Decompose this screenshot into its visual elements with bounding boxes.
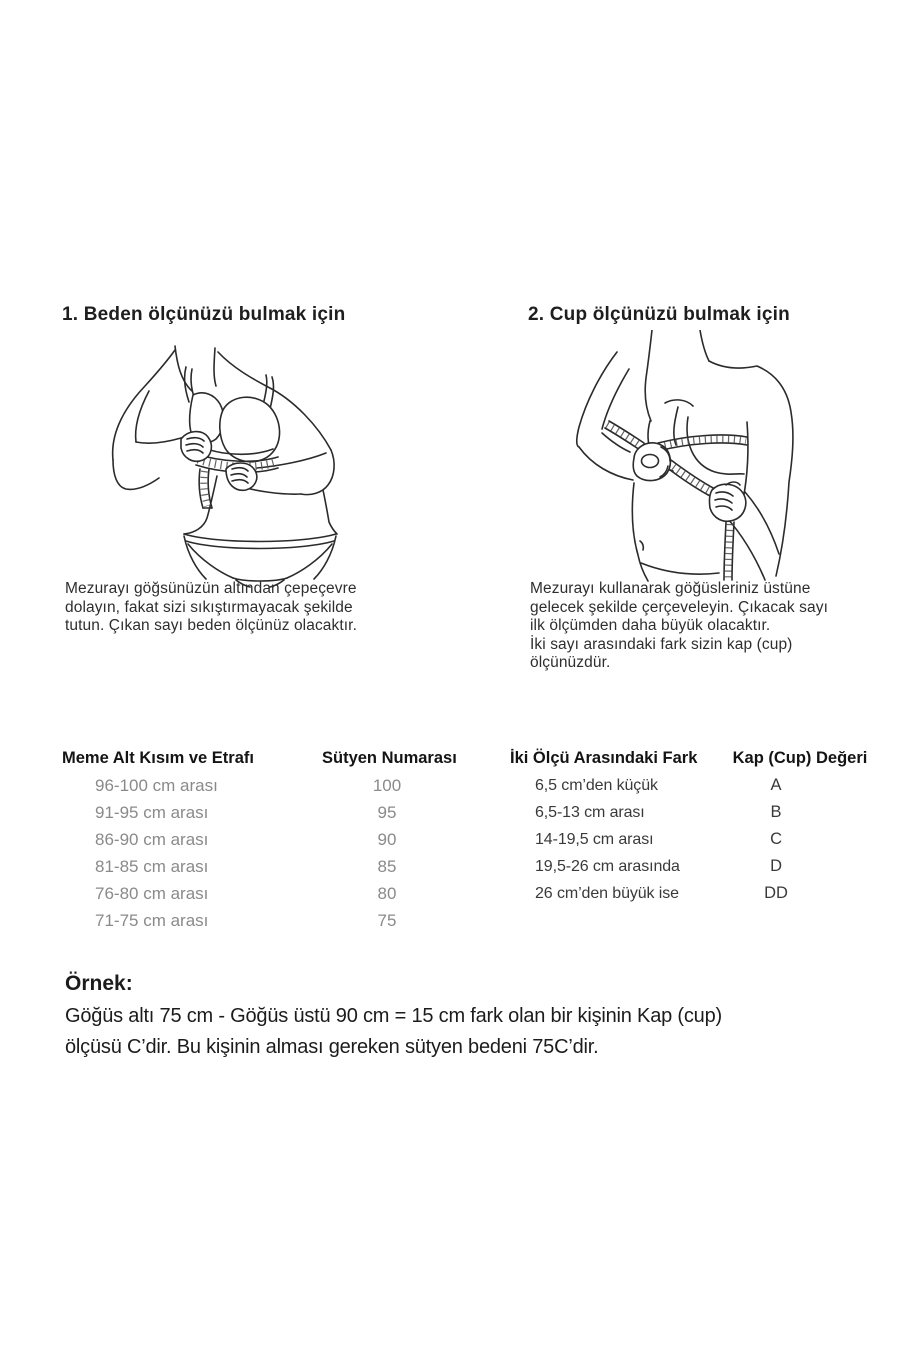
band-table-header-range: Meme Alt Kısım ve Etrafı [62,749,254,767]
underbust-range: 96-100 cm arası [95,776,218,795]
measuring-tape-end [199,469,212,508]
underbust-range: 71-75 cm arası [95,911,209,930]
cup-table-header-cup: Kap (Cup) Değeri [732,749,868,767]
band-size-table-row [62,799,452,826]
band-size: 90 [377,830,397,849]
underbust-range: 91-95 cm arası [95,803,209,822]
band-size-table-row [62,907,452,934]
band-size: 85 [377,857,397,876]
cup-value: B [770,803,782,821]
band-size: 95 [377,803,397,822]
example-text-line: ölçüsü C’dir. Bu kişinin alması gereken sütyen bedeni 75C’dir. [65,1036,599,1058]
measure-under-bust-illustration [105,338,390,588]
cup-size-table-row [510,799,890,826]
description-line: dolayın, fakat sizi sıkıştırmayacak şekilde [65,598,353,616]
description-line: ilk ölçümden daha büyük olacaktır. [530,617,771,634]
cup-table-header-difference: İki Ölçü Arasındaki Fark [510,749,698,767]
description-line: Mezurayı göğsünüzün altından çepeçevre [65,580,357,597]
measuring-tape-end [724,522,734,580]
cup-measure-description [530,580,828,673]
cup-size-table-row [510,853,890,880]
band-table-header-size: Sütyen Numarası [322,749,457,767]
cup-size-table-row [510,826,890,853]
measure-difference: 26 cm’den büyük ise [535,885,679,902]
measure-difference: 19,5-26 cm arasında [535,858,680,875]
band-size-table-row [62,853,452,880]
underbust-range: 86-90 cm arası [95,830,209,849]
description-line: ölçünüzdür. [530,654,611,671]
cup-size-table-row [510,772,890,799]
band-size-table-row [62,772,452,799]
cup-value: A [770,776,782,794]
band-measure-heading: 1. Beden ölçünüzü bulmak için [62,304,346,325]
underbust-range: 76-80 cm arası [95,884,209,903]
example-text-line: Göğüs altı 75 cm - Göğüs üstü 90 cm = 15 cm fark olan bir kişinin Kap (cup) [65,1005,722,1027]
cup-measure-heading: 2. Cup ölçünüzü bulmak için [528,304,790,325]
underbust-range: 81-85 cm arası [95,857,209,876]
band-size: 75 [377,911,397,930]
example-title: Örnek: [65,972,133,995]
description-line: tutun. Çıkan sayı beden ölçünüz olacaktır. [65,617,357,634]
band-size-table-header-row [62,745,457,772]
cup-size-table [510,745,890,907]
description-line: Mezurayı kullanarak göğüsleriniz üstüne [530,580,811,597]
cup-value: DD [764,884,788,902]
measure-over-bust-illustration [540,330,870,586]
measuring-tape-upper [605,421,644,450]
measure-difference: 14-19,5 cm arası [535,831,654,848]
band-measure-description [65,580,357,636]
cup-value: D [770,857,782,875]
example-section [65,971,722,1063]
band-size-table-row [62,880,452,907]
measure-difference: 6,5 cm’den küçük [535,777,658,794]
band-size: 100 [372,776,402,795]
measure-difference: 6,5-13 cm arası [535,804,645,821]
measuring-tape-diagonal [666,460,715,496]
measuring-tape-band [658,435,747,451]
cup-size-table-header-row [510,745,890,772]
cup-size-table-row [510,880,890,907]
band-size: 80 [377,884,397,903]
description-line: gelecek şekilde çerçeveleyin. Çıkacak sayı [530,598,828,616]
description-line: İki sayı arasındaki fark sizin kap (cup) [530,635,793,653]
cup-value: C [770,830,782,848]
band-size-table-row [62,826,452,853]
band-size-table [62,745,457,934]
